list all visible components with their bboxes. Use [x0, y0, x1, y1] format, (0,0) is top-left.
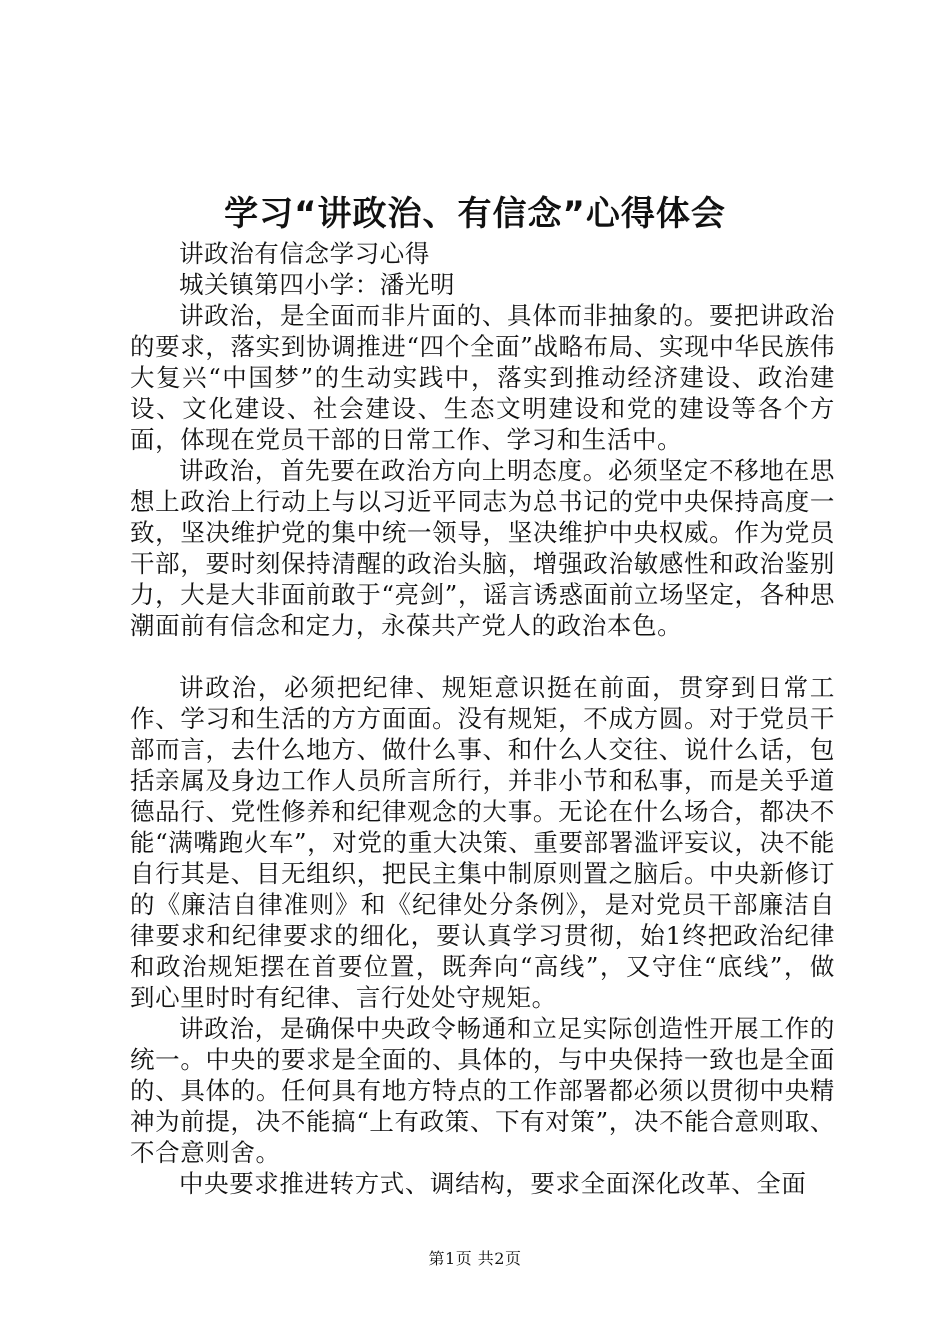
- document-title: 学习“讲政治、有信念”心得体会: [224, 194, 726, 234]
- document-body: [130, 238, 835, 1199]
- paragraph: 讲政治，首先要在政治方向上明态度。必须坚定不移地在思想上政治上行动上与以习近平同志为总书记的党中央保持高度一致，坚决维护党的集中统一领导，坚决维护中央权威。作为党员干部，要时刻保持清醒的政治头脑，增强政治敏感性和政治鉴别力，大是大非面前敢于“亮剑”，谣言诱惑面前立场坚定，各种思潮面前有信念和定力，永葆共产党人的政治本色。: [130, 456, 835, 640]
- page-footer: 第1页 共2页: [428, 1249, 522, 1268]
- author-line: 城关镇第四小学：潘光明: [179, 270, 456, 299]
- paragraph: 讲政治，必须把纪律、规矩意识挺在前面，贯穿到日常工作、学习和生活的方方面面。没有规矩，不成方圆。对于党员干部而言，去什么地方、做什么事、和什么人交往、说什么话，包括亲属及身边工作人员所言所行，并非小节和私事，而是关乎道德品行、党性修养和纪律观念的大事。无论在什么场合，都决不能“满嘴跑火车”，对党的重大决策、重要部署滥评妄议，决不能自行其是、目无组织，把民主集中制原则置之脑后。中央新修订的《廉洁自律准则》和《纪律处分条例》，是对党员干部廉洁自律要求和纪律要求的细化，要认真学习贯彻，始1终把政治纪律和政治规矩摆在首要位置，既奔向“高线”，又守住“底线”，做到心里时时有纪律、言行处处守规矩。: [130, 673, 835, 1012]
- paragraph: 讲政治，是全面而非片面的、具体而非抽象的。要把讲政治的要求，落实到协调推进“四个全面”战略布局、实现中华民族伟大复兴“中国梦”的生动实践中，落实到推动经济建设、政治建设、文化建设、社会建设、生态文明建设和党的建设等各个方面，体现在党员干部的日常工作、学习和生活中。: [130, 301, 835, 454]
- paragraph: 讲政治，是确保中央政令畅通和立足实际创造性开展工作的统一。中央的要求是全面的、具体的，与中央保持一致也是全面的、具体的。任何具有地方特点的工作部署都必须以贯彻中央精神为前提，决不能搞“上有政策、下有对策”，决不能合意则取、不合意则舍。: [130, 1014, 835, 1167]
- paragraph: 中央要求推进转方式、调结构，要求全面深化改革、全面: [179, 1169, 807, 1198]
- subtitle-line: 讲政治有信念学习心得: [179, 239, 430, 268]
